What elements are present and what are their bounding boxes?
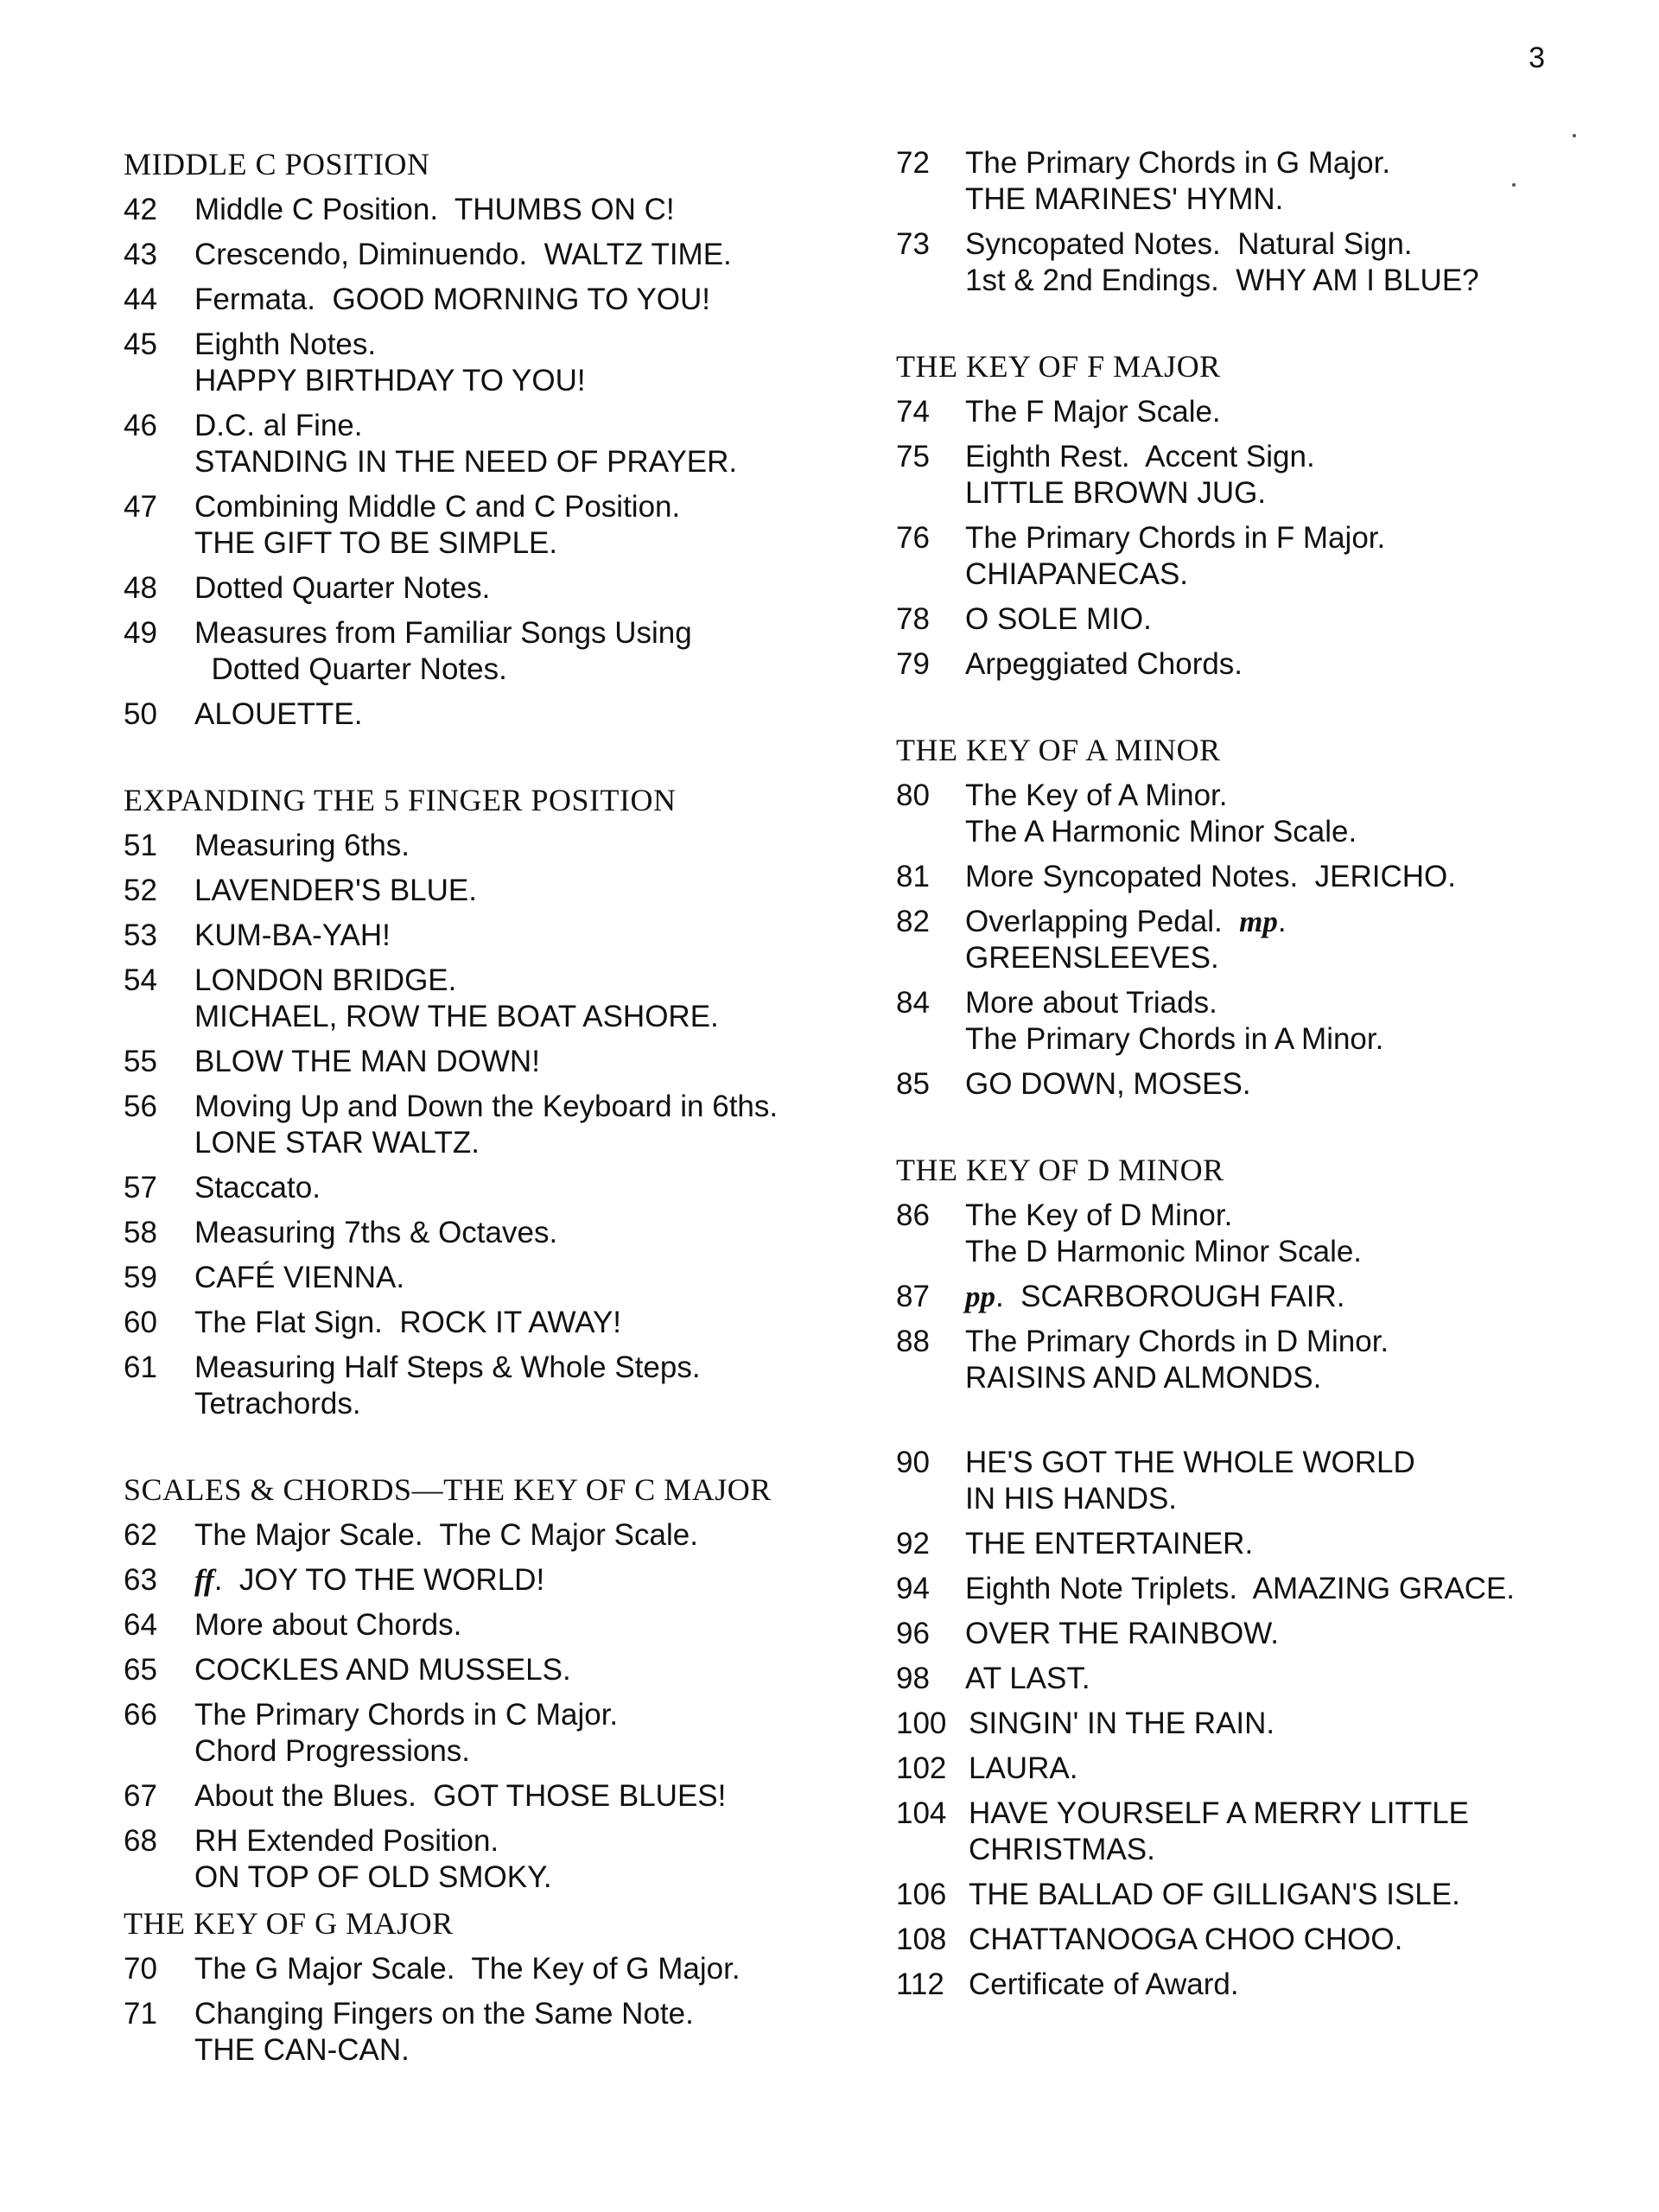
entry-line: The D Harmonic Minor Scale. (965, 1235, 1363, 1268)
toc-entry (124, 963, 858, 1035)
toc-entry (124, 1215, 858, 1251)
entry-line: THE CAN-CAN. (194, 2033, 410, 2067)
entry-line: The Primary Chords in D Minor. (965, 1325, 1389, 1358)
toc-entry (896, 394, 1605, 430)
entry-line: IN HIS HANDS. (965, 1482, 1178, 1516)
toc-entry (124, 873, 858, 909)
page-ref: 47 (124, 490, 157, 524)
page-ref: 112 (896, 1967, 944, 2001)
toc-entry (896, 439, 1605, 512)
entry-line: The Primary Chords in A Minor. (965, 1022, 1384, 1056)
entry-line: Combining Middle C and C Position. (194, 490, 681, 524)
page-ref: 67 (124, 1779, 157, 1813)
dynamic-marking: ff (194, 1563, 214, 1597)
entry-line: Fermata. GOOD MORNING TO YOU! (194, 283, 711, 316)
page-ref: 88 (896, 1325, 930, 1358)
page-ref: 100 (896, 1707, 947, 1740)
entry-line: More about Chords. (194, 1608, 462, 1642)
page-ref: 82 (896, 905, 930, 938)
toc-entry (124, 615, 858, 688)
stray-mark (1573, 134, 1576, 137)
entry-line: LONDON BRIDGE. (194, 963, 457, 997)
entry-line: THE GIFT TO BE SIMPLE. (194, 526, 558, 560)
entry-line: GO DOWN, MOSES. (965, 1067, 1251, 1101)
page-ref: 94 (896, 1572, 930, 1605)
entry-line: LAVENDER'S BLUE. (194, 874, 477, 907)
toc-entry (896, 778, 1605, 850)
page-ref: 85 (896, 1067, 930, 1101)
entry-text: . JOY TO THE WORLD! (213, 1563, 545, 1597)
entry-line: Tetrachords. (194, 1387, 361, 1421)
page-ref: 50 (124, 697, 157, 731)
section-heading: THE KEY OF D MINOR (896, 1153, 1224, 1187)
entry-text: . SCARBOROUGH FAIR. (995, 1280, 1345, 1313)
toc-entry (896, 985, 1605, 1058)
toc-section (124, 145, 858, 733)
toc-entry (896, 520, 1605, 593)
toc-entry (124, 327, 858, 399)
entry-line: Crescendo, Diminuendo. WALTZ TIME. (194, 238, 732, 271)
entry-line: The Flat Sign. ROCK IT AWAY! (194, 1306, 622, 1339)
toc-entry (124, 408, 858, 480)
entry-line: Eighth Rest. Accent Sign. (965, 440, 1315, 474)
entry-line: RH Extended Position. (194, 1824, 499, 1858)
page-ref: 43 (124, 238, 157, 271)
stray-mark (1512, 183, 1516, 187)
entry-line: Changing Fingers on the Same Note. (194, 1997, 694, 2031)
toc-entry (896, 226, 1605, 299)
entry-line: Middle C Position. THUMBS ON C! (194, 193, 675, 226)
page-ref: 87 (896, 1280, 930, 1313)
entry-line (194, 1562, 858, 1599)
page-ref: 53 (124, 918, 157, 952)
page-ref: 63 (124, 1563, 157, 1597)
page-ref: 54 (124, 963, 157, 997)
entry-line: ON TOP OF OLD SMOKY. (194, 1860, 552, 1894)
page-ref: 48 (124, 571, 157, 605)
entry-line: Moving Up and Down the Keyboard in 6ths. (194, 1090, 779, 1123)
toc-entry (124, 1089, 858, 1161)
entry-line: LAURA. (969, 1751, 1078, 1785)
toc-entry (124, 1562, 858, 1599)
toc-entry (124, 918, 858, 954)
page-ref: 42 (124, 193, 157, 226)
page-ref: 44 (124, 283, 157, 316)
entry-line: STANDING IN THE NEED OF PRAYER. (194, 445, 738, 479)
page-ref: 66 (124, 1698, 157, 1732)
section-heading: THE KEY OF F MAJOR (896, 349, 1221, 384)
toc-section (896, 731, 1605, 1103)
toc-entry (896, 1751, 1605, 1787)
entry-line: Certificate of Award. (969, 1967, 1239, 2001)
toc-section (896, 1445, 1605, 2003)
page-ref: 45 (124, 327, 157, 361)
toc-section (124, 1904, 858, 2069)
entry-line: The Primary Chords in F Major. (965, 521, 1386, 555)
entry-line: THE MARINES' HYMN. (965, 182, 1284, 216)
page-number: 3 (1529, 41, 1545, 74)
toc-entry (124, 828, 858, 864)
toc-entry (124, 1260, 858, 1296)
toc-entry (124, 570, 858, 607)
toc-entry (124, 1778, 858, 1815)
entry-line: The Key of D Minor. (965, 1198, 1233, 1232)
page-ref: 79 (896, 647, 930, 681)
toc-entry (896, 1922, 1605, 1958)
entry-line: THE BALLAD OF GILLIGAN'S ISLE. (969, 1878, 1460, 1911)
toc-entry (896, 1445, 1605, 1517)
entry-line: ALOUETTE. (194, 697, 363, 731)
entry-line: Dotted Quarter Notes. (194, 652, 507, 686)
page-ref: 90 (896, 1446, 930, 1479)
entry-line: Measuring Half Steps & Whole Steps. (194, 1351, 701, 1384)
entry-line: The F Major Scale. (965, 395, 1221, 429)
section-heading: THE KEY OF G MAJOR (124, 1906, 454, 1941)
entry-line: Eighth Note Triplets. AMAZING GRACE. (965, 1572, 1516, 1605)
toc-entry (124, 1697, 858, 1770)
page-ref: 51 (124, 829, 157, 862)
toc-entry (896, 1616, 1605, 1652)
toc-entry (896, 859, 1605, 895)
toc-entry (124, 1044, 858, 1080)
entry-line: Syncopated Notes. Natural Sign. (965, 227, 1413, 261)
toc-entry (124, 696, 858, 733)
entry-line: Measuring 6ths. (194, 829, 410, 862)
entry-line: The Primary Chords in C Major. (194, 1698, 619, 1732)
page-ref: 84 (896, 986, 930, 1020)
toc-entry (124, 1652, 858, 1688)
entry-text: Overlapping Pedal. (965, 905, 1240, 938)
entry-line: OVER THE RAINBOW. (965, 1617, 1280, 1650)
toc-entry (124, 192, 858, 228)
entry-line: The Primary Chords in G Major. (965, 146, 1391, 180)
page-ref: 75 (896, 440, 930, 474)
punctuation: . (1277, 905, 1287, 938)
toc-section (124, 781, 858, 1422)
toc-section (896, 1151, 1605, 1396)
entry-line: About the Blues. GOT THOSE BLUES! (194, 1779, 727, 1813)
toc-entry (896, 1279, 1605, 1315)
toc-entry (896, 1571, 1605, 1607)
page-ref: 65 (124, 1653, 157, 1687)
page-ref: 108 (896, 1923, 947, 1956)
toc-entry (896, 1324, 1605, 1396)
entry-line: COCKLES AND MUSSELS. (194, 1653, 571, 1687)
entry-line: SINGIN' IN THE RAIN. (969, 1707, 1275, 1740)
toc-entry (896, 1198, 1605, 1270)
page-ref: 86 (896, 1198, 930, 1232)
toc-section (896, 347, 1605, 683)
page-ref: 104 (896, 1796, 947, 1830)
entry-line: BLOW THE MAN DOWN! (194, 1045, 540, 1078)
toc-entry (124, 1305, 858, 1341)
toc-right-column (896, 145, 1605, 2051)
entry-line: The A Harmonic Minor Scale. (965, 815, 1357, 849)
toc-entry (896, 601, 1605, 638)
dynamic-marking: mp (1239, 905, 1278, 938)
section-heading: EXPANDING THE 5 FINGER POSITION (124, 783, 677, 817)
entry-line: The G Major Scale. The Key of G Major. (194, 1952, 741, 1986)
page-ref: 55 (124, 1045, 157, 1078)
entry-line: D.C. al Fine. (194, 409, 363, 442)
entry-line: THE ENTERTAINER. (965, 1527, 1254, 1560)
entry-line: HAPPY BIRTHDAY TO YOU! (194, 364, 586, 397)
entry-line: The Key of A Minor. (965, 779, 1228, 812)
entry-line (965, 1279, 1605, 1315)
page-ref: 62 (124, 1518, 157, 1552)
entry-line: LONE STAR WALTZ. (194, 1126, 480, 1160)
page-ref: 68 (124, 1824, 157, 1858)
dynamic-marking: pp (965, 1280, 995, 1313)
toc-entry (124, 282, 858, 318)
entry-line: Chord Progressions. (194, 1734, 471, 1768)
toc-entry (124, 1170, 858, 1206)
entry-line: The Major Scale. The C Major Scale. (194, 1518, 698, 1552)
page-ref: 71 (124, 1997, 157, 2031)
page-ref: 81 (896, 860, 930, 893)
toc-entry (124, 489, 858, 562)
entry-line: CHIAPANECAS. (965, 557, 1189, 591)
entry-line (965, 904, 1605, 940)
toc-entry (896, 646, 1605, 683)
toc-entry (896, 1967, 1605, 2003)
entry-line: Eighth Notes. (194, 327, 377, 361)
entry-line: RAISINS AND ALMONDS. (965, 1361, 1322, 1395)
toc-entry (124, 1350, 858, 1422)
toc-entry (124, 1517, 858, 1554)
entry-line: Arpeggiated Chords. (965, 647, 1243, 681)
toc-entry (896, 1066, 1605, 1103)
page-ref: 61 (124, 1351, 157, 1384)
toc-entry (124, 1996, 858, 2069)
entry-line: Measures from Familiar Songs Using (194, 616, 692, 650)
entry-line: AT LAST. (965, 1662, 1090, 1695)
page-ref: 57 (124, 1171, 157, 1205)
page-ref: 59 (124, 1261, 157, 1294)
page-ref: 60 (124, 1306, 157, 1339)
entry-line: CAFÉ VIENNA. (194, 1261, 405, 1294)
entry-line: HAVE YOURSELF A MERRY LITTLE (969, 1796, 1470, 1830)
page-ref: 70 (124, 1952, 157, 1986)
entry-line: HE'S GOT THE WHOLE WORLD (965, 1446, 1415, 1479)
page-ref: 106 (896, 1878, 947, 1911)
entry-line: 1st & 2nd Endings. WHY AM I BLUE? (965, 264, 1479, 297)
entry-line: MICHAEL, ROW THE BOAT ASHORE. (194, 1000, 719, 1033)
toc-entry (124, 1951, 858, 1987)
toc-entry (896, 1877, 1605, 1913)
entry-line: CHRISTMAS. (969, 1833, 1155, 1866)
page-ref: 56 (124, 1090, 157, 1123)
page-ref: 80 (896, 779, 930, 812)
section-heading: SCALES & CHORDS—THE KEY OF C MAJOR (124, 1472, 772, 1507)
entry-line: CHATTANOOGA CHOO CHOO. (969, 1923, 1403, 1956)
toc-entry (896, 1661, 1605, 1697)
page-ref: 64 (124, 1608, 157, 1642)
entry-line: Dotted Quarter Notes. (194, 571, 491, 605)
page-ref: 74 (896, 395, 930, 429)
toc-left-column (124, 145, 858, 2117)
entry-line: Measuring 7ths & Octaves. (194, 1216, 558, 1249)
page-ref: 49 (124, 616, 157, 650)
toc-entry (896, 904, 1605, 976)
entry-line: GREENSLEEVES. (965, 941, 1219, 975)
page-ref: 72 (896, 146, 930, 180)
page-ref: 73 (896, 227, 930, 261)
page-ref: 46 (124, 409, 157, 442)
page-ref: 76 (896, 521, 930, 555)
page-ref: 96 (896, 1617, 930, 1650)
entry-line: KUM-BA-YAH! (194, 918, 391, 952)
entry-line: LITTLE BROWN JUG. (965, 476, 1267, 510)
toc-entry (124, 237, 858, 273)
page-ref: 78 (896, 602, 930, 636)
entry-line: More about Triads. (965, 986, 1217, 1020)
toc-entry (896, 145, 1605, 218)
toc-entry (896, 1526, 1605, 1562)
page-ref: 102 (896, 1751, 947, 1785)
page-ref: 58 (124, 1216, 157, 1249)
entry-line: Staccato. (194, 1171, 321, 1205)
toc-entry (896, 1706, 1605, 1742)
page-ref: 52 (124, 874, 157, 907)
page-ref: 98 (896, 1662, 930, 1695)
toc-entry (124, 1607, 858, 1643)
entry-line: O SOLE MIO. (965, 602, 1152, 636)
section-heading: MIDDLE C POSITION (124, 147, 430, 181)
entry-line: More Syncopated Notes. JERICHO. (965, 860, 1456, 893)
toc-entry (124, 1823, 858, 1896)
toc-section (896, 145, 1605, 299)
page-ref: 92 (896, 1527, 930, 1560)
toc-section (124, 1471, 858, 1896)
section-heading: THE KEY OF A MINOR (896, 733, 1221, 767)
toc-entry (896, 1796, 1605, 1868)
